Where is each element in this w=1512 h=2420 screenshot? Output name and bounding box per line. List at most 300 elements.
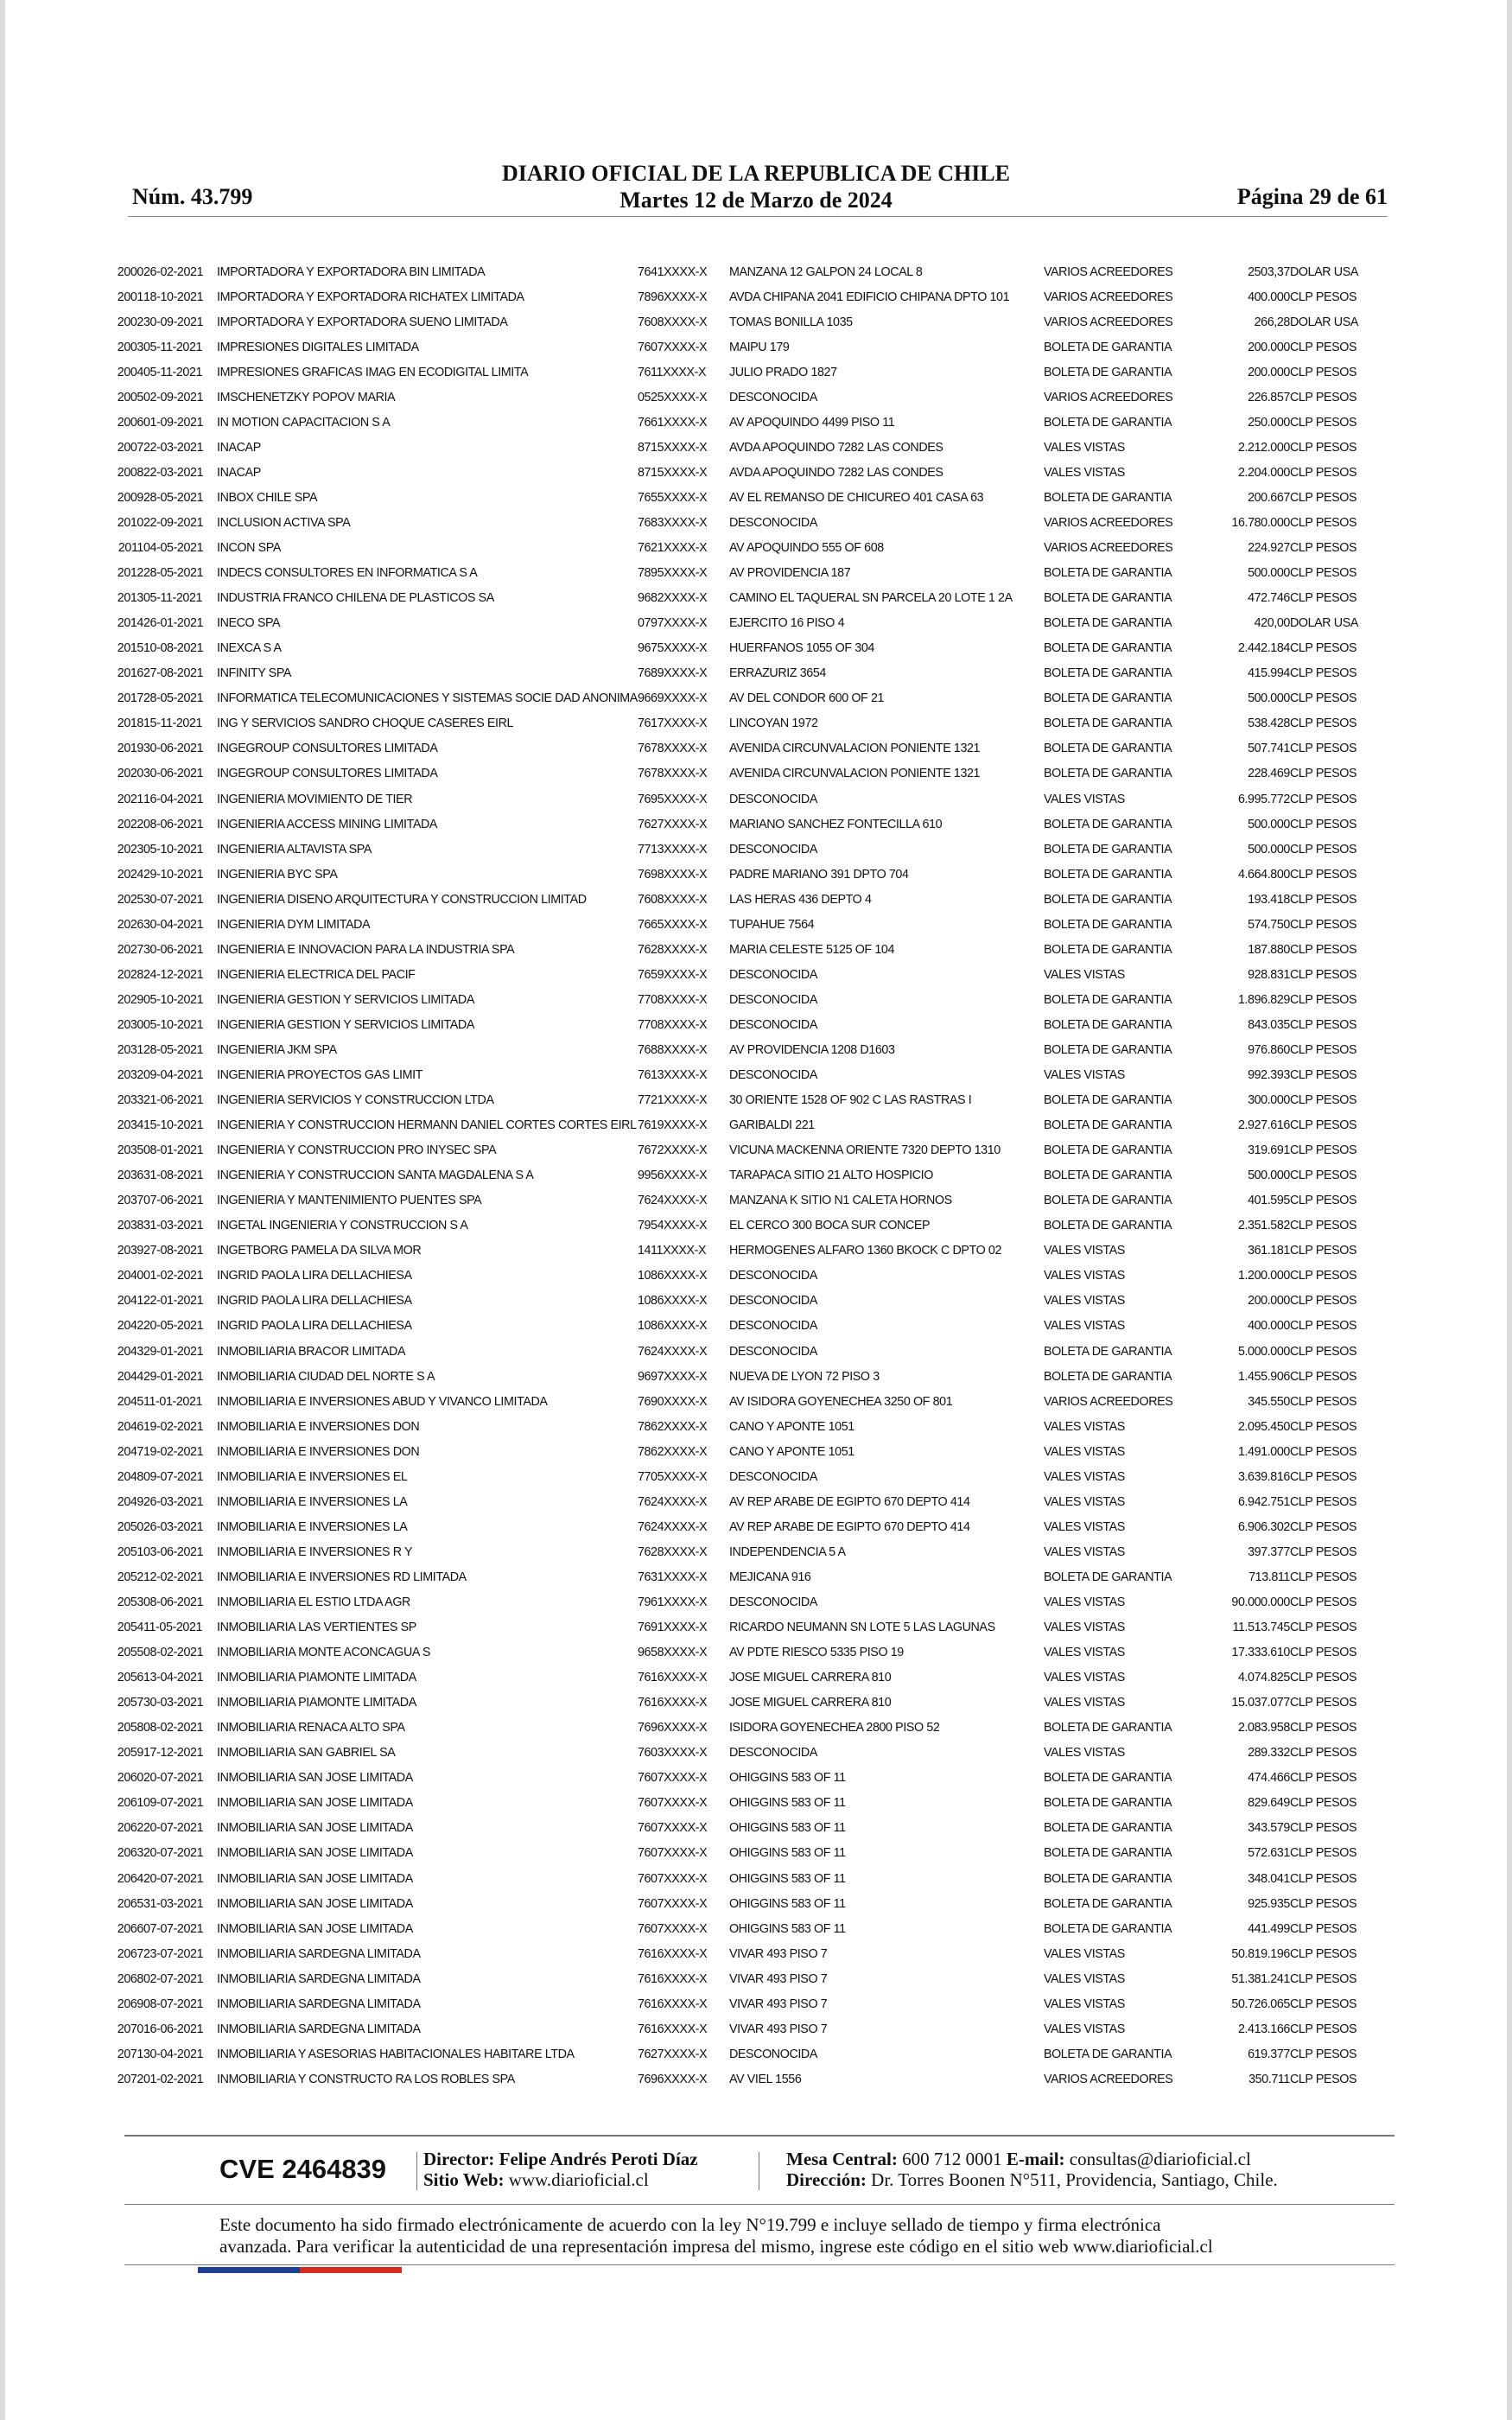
row-type: VALES VISTAS <box>1043 792 1125 806</box>
row-type: BOLETA DE GARANTIA <box>1043 1017 1172 1032</box>
row-type: BOLETA DE GARANTIA <box>1043 1921 1172 1936</box>
row-name: INECO SPA <box>217 616 281 631</box>
row-type: VALES VISTAS <box>1043 1269 1125 1283</box>
table-row <box>5 1314 1376 1339</box>
row-number: 2046 <box>117 1419 143 1434</box>
row-address: AV ISIDORA GOYENECHEA 3250 OF 801 <box>728 1394 953 1409</box>
row-amount: 500.000 <box>1248 691 1290 706</box>
row-address: RICARDO NEUMANN SN LOTE 5 LAS LAGUNAS <box>728 1621 995 1635</box>
row-type: VALES VISTAS <box>1043 2022 1125 2036</box>
row-name: INMOBILIARIA SAN GABRIEL SA <box>217 1746 396 1761</box>
row-date: 03-06-2021 <box>143 1544 204 1559</box>
table-row <box>5 1615 1376 1640</box>
row-type: VARIOS ACREEDORES <box>1043 515 1173 530</box>
row-rut: 7696XXXX-X <box>637 1721 708 1735</box>
row-currency: DOLAR USA <box>1289 315 1358 329</box>
row-number: 2038 <box>117 1219 143 1233</box>
row-currency: CLP PESOS <box>1289 515 1357 530</box>
row-amount: 3.639.816 <box>1237 1469 1290 1484</box>
row-currency: CLP PESOS <box>1289 1871 1357 1886</box>
row-amount: 226.857 <box>1248 390 1290 404</box>
row-date: 27-08-2021 <box>143 666 204 681</box>
row-number: 2055 <box>117 1646 143 1660</box>
row-type: BOLETA DE GARANTIA <box>1043 1219 1172 1233</box>
table-row <box>5 1239 1376 1264</box>
row-currency: CLP PESOS <box>1289 742 1357 756</box>
header-rule <box>128 216 1388 217</box>
row-amount: 361.181 <box>1248 1244 1290 1258</box>
table-row <box>5 536 1376 561</box>
row-number: 2020 <box>117 767 143 781</box>
table-row <box>5 1766 1376 1791</box>
row-amount: 289.332 <box>1248 1746 1290 1761</box>
row-currency: CLP PESOS <box>1289 1394 1357 1409</box>
row-name: INDUSTRIA FRANCO CHILENA DE PLASTICOS SA <box>217 591 494 606</box>
table-row <box>5 1113 1376 1138</box>
table-row <box>5 1816 1376 1841</box>
row-address: VICUNA MACKENNA ORIENTE 7320 DEPTO 1310 <box>728 1143 1001 1158</box>
address-label: Dirección: <box>786 2169 867 2190</box>
row-type: VALES VISTAS <box>1043 1319 1125 1334</box>
row-number: 2012 <box>117 566 143 581</box>
row-amount: 1.896.829 <box>1237 992 1290 1007</box>
email-link[interactable]: consultas@diarioficial.cl <box>1069 2149 1251 2169</box>
row-amount: 400.000 <box>1248 290 1290 304</box>
table-row <box>5 912 1376 937</box>
row-number: 2033 <box>117 1093 143 1108</box>
table-row <box>5 284 1376 309</box>
row-type: VALES VISTAS <box>1043 1671 1125 1685</box>
row-address: HERMOGENES ALFARO 1360 BKOCK C DPTO 02 <box>728 1244 1002 1258</box>
row-address: DESCONOCIDA <box>728 992 817 1007</box>
row-number: 2018 <box>117 716 143 731</box>
table-row <box>5 636 1376 661</box>
row-currency: CLP PESOS <box>1289 666 1357 681</box>
row-currency: CLP PESOS <box>1289 691 1357 706</box>
row-number: 2026 <box>117 917 143 932</box>
table-row <box>5 1791 1376 1816</box>
row-name: INGENIERIA Y MANTENIMIENTO PUENTES SPA <box>217 1194 482 1208</box>
row-amount: 200.667 <box>1248 490 1290 505</box>
table-row <box>5 862 1376 887</box>
mesa-phone: 600 712 0001 <box>902 2149 1002 2169</box>
table-row <box>5 1389 1376 1414</box>
row-currency: CLP PESOS <box>1289 1042 1357 1057</box>
table-row <box>5 1665 1376 1691</box>
table-row <box>5 1339 1376 1364</box>
row-rut: 7683XXXX-X <box>637 515 708 530</box>
row-rut: 9697XXXX-X <box>637 1369 708 1384</box>
row-date: 05-11-2021 <box>143 591 203 606</box>
row-date: 29-01-2021 <box>143 1369 204 1384</box>
row-name: INMOBILIARIA SAN JOSE LIMITADA <box>217 1896 413 1911</box>
row-name: INGENIERIA Y CONSTRUCCION SANTA MAGDALENA S A <box>217 1169 534 1183</box>
row-date: 16-04-2021 <box>143 792 204 806</box>
row-name: INMOBILIARIA MONTE ACONCAGUA S <box>217 1646 430 1660</box>
row-amount: 224.927 <box>1248 541 1290 556</box>
row-amount: 200.000 <box>1248 365 1290 379</box>
row-number: 2052 <box>117 1570 143 1584</box>
row-amount: 1.455.906 <box>1237 1369 1290 1384</box>
row-amount: 572.631 <box>1248 1846 1290 1861</box>
row-name: INMOBILIARIA SARDEGNA LIMITADA <box>217 1946 421 1961</box>
row-currency: CLP PESOS <box>1289 1118 1357 1133</box>
row-date: 30-09-2021 <box>143 315 204 329</box>
row-number: 2008 <box>117 465 143 480</box>
table-row <box>5 987 1376 1012</box>
row-rut: 7961XXXX-X <box>637 1595 708 1609</box>
row-rut: 7954XXXX-X <box>637 1219 708 1233</box>
row-rut: 7713XXXX-X <box>637 842 708 857</box>
row-amount: 6.942.751 <box>1237 1494 1290 1509</box>
row-date: 02-09-2021 <box>143 390 204 404</box>
row-rut: 7624XXXX-X <box>637 1344 708 1359</box>
row-rut: 7616XXXX-X <box>637 1946 708 1961</box>
row-rut: 7607XXXX-X <box>637 1821 708 1836</box>
row-rut: 7621XXXX-X <box>637 541 708 556</box>
row-address: GARIBALDI 221 <box>728 1118 815 1133</box>
row-name: INMOBILIARIA E INVERSIONES EL <box>217 1469 408 1484</box>
row-rut: 7627XXXX-X <box>637 817 708 831</box>
row-address: AV DEL CONDOR 600 OF 21 <box>728 691 885 706</box>
row-rut: 7607XXXX-X <box>637 1871 708 1886</box>
row-rut: 7691XXXX-X <box>637 1621 708 1635</box>
row-number: 2043 <box>117 1344 143 1359</box>
row-address: NUEVA DE LYON 72 PISO 3 <box>728 1369 880 1384</box>
row-address: MARIA CELESTE 5125 OF 104 <box>728 942 894 957</box>
table-row <box>5 1213 1376 1239</box>
row-date: 30-07-2021 <box>143 892 204 907</box>
table-row <box>5 1966 1376 1991</box>
table-row <box>5 1640 1376 1665</box>
row-address: OHIGGINS 583 OF 11 <box>728 1921 846 1936</box>
row-number: 2070 <box>117 2022 143 2036</box>
table-row <box>5 1163 1376 1188</box>
row-address: AV EL REMANSO DE CHICUREO 401 CASA 63 <box>728 490 984 505</box>
row-rut: 7607XXXX-X <box>637 1896 708 1911</box>
row-amount: 500.000 <box>1248 817 1290 831</box>
row-currency: CLP PESOS <box>1289 1319 1357 1334</box>
row-type: VALES VISTAS <box>1043 1646 1125 1660</box>
row-amount: 992.393 <box>1248 1068 1290 1083</box>
row-number: 2029 <box>117 992 143 1007</box>
row-name: INMOBILIARIA E INVERSIONES LA <box>217 1519 408 1534</box>
row-number: 2040 <box>117 1269 143 1283</box>
page-number: Página 29 de 61 <box>1236 184 1388 209</box>
row-amount: 200.000 <box>1248 340 1290 354</box>
row-amount: 345.550 <box>1248 1394 1290 1409</box>
row-date: 31-03-2021 <box>143 1896 204 1911</box>
row-name: INMOBILIARIA SARDEGNA LIMITADA <box>217 2022 421 2036</box>
row-amount: 500.000 <box>1248 1169 1290 1183</box>
table-row <box>5 711 1376 736</box>
row-number: 2023 <box>117 842 143 857</box>
row-rut: 7689XXXX-X <box>637 666 708 681</box>
row-amount: 2503,37 <box>1248 264 1290 279</box>
row-date: 30-06-2021 <box>143 742 204 756</box>
row-rut: 7655XXXX-X <box>637 490 708 505</box>
row-rut: 7624XXXX-X <box>637 1519 708 1534</box>
row-currency: CLP PESOS <box>1289 1570 1357 1584</box>
row-number: 2028 <box>117 967 143 982</box>
row-type: VARIOS ACREEDORES <box>1043 1394 1173 1409</box>
row-rut: 7695XXXX-X <box>637 792 708 806</box>
row-date: 11-01-2021 <box>143 1394 203 1409</box>
document-page <box>5 0 1507 2420</box>
row-name: INACAP <box>217 440 261 455</box>
row-rut: 7611XXXX-X <box>637 365 707 379</box>
row-rut: 7896XXXX-X <box>637 290 708 304</box>
row-rut: 0797XXXX-X <box>637 616 708 631</box>
row-address: AV APOQUINDO 4499 PISO 11 <box>728 415 895 430</box>
row-rut: 9669XXXX-X <box>637 691 708 706</box>
row-type: VARIOS ACREEDORES <box>1043 2072 1173 2086</box>
table-row <box>5 1188 1376 1213</box>
row-address: DESCONOCIDA <box>728 1294 817 1309</box>
row-amount: 420,00 <box>1254 616 1290 631</box>
table-row <box>5 360 1376 385</box>
row-name: INGRID PAOLA LIRA DELLACHIESA <box>217 1269 412 1283</box>
row-number: 2067 <box>117 1946 143 1961</box>
row-date: 20-07-2021 <box>143 1871 204 1886</box>
row-amount: 16.780.000 <box>1231 515 1290 530</box>
table-row <box>5 586 1376 611</box>
row-address: AV REP ARABE DE EGIPTO 670 DEPTO 414 <box>728 1494 970 1509</box>
row-type: BOLETA DE GARANTIA <box>1043 1369 1172 1384</box>
registry-table-body <box>5 259 1376 2092</box>
row-address: DESCONOCIDA <box>728 1269 817 1283</box>
footer-bottom-rule <box>124 2264 1394 2265</box>
row-type: BOLETA DE GARANTIA <box>1043 666 1172 681</box>
row-amount: 300.000 <box>1248 1093 1290 1108</box>
row-type: VALES VISTAS <box>1043 1544 1125 1559</box>
row-date: 02-07-2021 <box>143 1971 204 1986</box>
row-date: 01-09-2021 <box>143 415 204 430</box>
row-type: BOLETA DE GARANTIA <box>1043 1570 1172 1584</box>
table-row <box>5 1037 1376 1062</box>
row-address: LAS HERAS 436 DEPTO 4 <box>728 892 872 907</box>
row-currency: CLP PESOS <box>1289 817 1357 831</box>
row-name: INMOBILIARIA EL ESTIO LTDA AGR <box>217 1595 410 1609</box>
row-date: 08-07-2021 <box>143 1996 204 2011</box>
row-number: 2017 <box>117 691 143 706</box>
row-date: 30-06-2021 <box>143 942 204 957</box>
row-currency: CLP PESOS <box>1289 1143 1357 1158</box>
row-type: BOLETA DE GARANTIA <box>1043 2047 1172 2061</box>
row-address: TUPAHUE 7564 <box>728 917 815 932</box>
row-amount: 928.831 <box>1248 967 1290 982</box>
row-date: 17-12-2021 <box>143 1746 204 1761</box>
row-name: INMOBILIARIA LAS VERTIENTES SP <box>217 1621 416 1635</box>
email-label: E-mail: <box>1006 2149 1065 2169</box>
row-date: 28-05-2021 <box>143 566 204 581</box>
row-name: INGENIERIA PROYECTOS GAS LIMIT <box>217 1068 422 1083</box>
row-date: 19-02-2021 <box>143 1444 204 1459</box>
row-date: 08-02-2021 <box>143 1646 204 1660</box>
table-row <box>5 1589 1376 1614</box>
row-date: 22-01-2021 <box>143 1294 204 1309</box>
row-amount: 17.333.610 <box>1231 1646 1290 1660</box>
row-name: INMOBILIARIA SARDEGNA LIMITADA <box>217 1996 421 2011</box>
row-rut: 8715XXXX-X <box>637 440 708 455</box>
row-amount: 51.381.241 <box>1231 1971 1290 1986</box>
row-rut: 7616XXXX-X <box>637 1996 708 2011</box>
row-amount: 90.000.000 <box>1231 1595 1290 1609</box>
row-type: VALES VISTAS <box>1043 1419 1125 1434</box>
row-date: 22-03-2021 <box>143 465 204 480</box>
row-type: BOLETA DE GARANTIA <box>1043 365 1172 379</box>
row-address: DESCONOCIDA <box>728 1319 817 1334</box>
row-name: INGETBORG PAMELA DA SILVA MOR <box>217 1244 422 1258</box>
row-name: INGEGROUP CONSULTORES LIMITADA <box>217 767 438 781</box>
row-name: INMOBILIARIA Y ASESORIAS HABITACIONALES HABITARE LTDA <box>217 2047 575 2061</box>
row-rut: 7627XXXX-X <box>637 2047 708 2061</box>
row-rut: 7661XXXX-X <box>637 415 708 430</box>
row-date: 27-08-2021 <box>143 1244 204 1258</box>
row-rut: 7708XXXX-X <box>637 992 708 1007</box>
row-name: INGENIERIA ACCESS MINING LIMITADA <box>217 817 438 831</box>
row-address: DESCONOCIDA <box>728 390 817 404</box>
row-rut: 7895XXXX-X <box>637 566 708 581</box>
row-date: 20-05-2021 <box>143 1319 204 1334</box>
row-name: INGENIERIA Y CONSTRUCCION HERMANN DANIEL CORTES CORTES EIRL <box>217 1118 637 1133</box>
row-rut: 7678XXXX-X <box>637 742 708 756</box>
row-address: DESCONOCIDA <box>728 2047 817 2061</box>
row-currency: CLP PESOS <box>1289 842 1357 857</box>
row-address: CANO Y APONTE 1051 <box>728 1419 854 1434</box>
row-currency: CLP PESOS <box>1289 992 1357 1007</box>
website-link[interactable]: www.diarioficial.cl <box>508 2169 649 2190</box>
table-row <box>5 309 1376 334</box>
row-type: BOLETA DE GARANTIA <box>1043 942 1172 957</box>
row-type: BOLETA DE GARANTIA <box>1043 641 1172 656</box>
row-name: ING Y SERVICIOS SANDRO CHOQUE CASERES EIRL <box>217 716 514 731</box>
row-address: VIVAR 493 PISO 7 <box>728 1946 828 1961</box>
row-name: INGRID PAOLA LIRA DELLACHIESA <box>217 1294 412 1309</box>
row-type: BOLETA DE GARANTIA <box>1043 842 1172 857</box>
director-label: Director: <box>423 2149 495 2169</box>
footer-mid-rule <box>124 2204 1394 2205</box>
row-name: INMOBILIARIA SARDEGNA LIMITADA <box>217 1971 421 1986</box>
row-currency: CLP PESOS <box>1289 1269 1357 1283</box>
row-number: 2014 <box>117 616 143 631</box>
table-row <box>5 334 1376 360</box>
row-type: VALES VISTAS <box>1043 967 1125 982</box>
row-amount: 500.000 <box>1248 566 1290 581</box>
row-name: INMOBILIARIA RENACA ALTO SPA <box>217 1721 405 1735</box>
row-name: INGENIERIA GESTION Y SERVICIOS LIMITADA <box>217 1017 474 1032</box>
row-address: MEJICANA 916 <box>728 1570 811 1584</box>
table-row <box>5 1264 1376 1289</box>
row-number: 2034 <box>117 1118 143 1133</box>
row-currency: CLP PESOS <box>1289 1771 1357 1786</box>
row-date: 31-08-2021 <box>143 1169 204 1183</box>
row-number: 2004 <box>117 365 143 379</box>
footer-top-rule <box>124 2135 1394 2137</box>
row-address: DESCONOCIDA <box>728 792 817 806</box>
row-type: BOLETA DE GARANTIA <box>1043 1344 1172 1359</box>
row-amount: 50.726.065 <box>1231 1996 1290 2011</box>
row-type: BOLETA DE GARANTIA <box>1043 867 1172 882</box>
row-type: BOLETA DE GARANTIA <box>1043 1721 1172 1735</box>
row-date: 23-07-2021 <box>143 1946 204 1961</box>
row-name: INACAP <box>217 465 261 480</box>
table-row <box>5 1539 1376 1564</box>
row-amount: 15.037.077 <box>1231 1696 1290 1710</box>
row-rut: 9675XXXX-X <box>637 641 708 656</box>
row-address: DESCONOCIDA <box>728 967 817 982</box>
table-row <box>5 1941 1376 1966</box>
row-address: AVDA APOQUINDO 7282 LAS CONDES <box>728 440 943 455</box>
row-date: 20-07-2021 <box>143 1771 204 1786</box>
row-amount: 474.466 <box>1248 1771 1290 1786</box>
row-currency: CLP PESOS <box>1289 591 1357 606</box>
row-type: BOLETA DE GARANTIA <box>1043 917 1172 932</box>
row-rut: 7607XXXX-X <box>637 1796 708 1811</box>
row-type: VALES VISTAS <box>1043 1971 1125 1986</box>
row-name: INMOBILIARIA E INVERSIONES R Y <box>217 1544 413 1559</box>
row-date: 30-03-2021 <box>143 1696 204 1710</box>
row-rut: 1086XXXX-X <box>637 1269 708 1283</box>
row-number: 2048 <box>117 1469 143 1484</box>
row-date: 21-06-2021 <box>143 1093 204 1108</box>
row-address: TOMAS BONILLA 1035 <box>728 315 853 329</box>
row-name: INMOBILIARIA PIAMONTE LIMITADA <box>217 1696 416 1710</box>
row-amount: 200.000 <box>1248 1294 1290 1309</box>
publication-title: DIARIO OFICIAL DE LA REPUBLICA DE CHILE <box>501 161 1010 186</box>
row-currency: CLP PESOS <box>1289 1921 1357 1936</box>
row-rut: 7705XXXX-X <box>637 1469 708 1484</box>
row-currency: CLP PESOS <box>1289 1721 1357 1735</box>
row-amount: 415.994 <box>1248 666 1290 681</box>
row-currency: CLP PESOS <box>1289 340 1357 354</box>
row-date: 05-10-2021 <box>143 842 204 857</box>
row-address: DESCONOCIDA <box>728 1017 817 1032</box>
row-currency: CLP PESOS <box>1289 1544 1357 1559</box>
row-name: INGENIERIA MOVIMIENTO DE TIER <box>217 792 413 806</box>
row-amount: 11.513.745 <box>1232 1621 1290 1635</box>
row-name: INMOBILIARIA CIUDAD DEL NORTE S A <box>217 1369 435 1384</box>
table-row <box>5 937 1376 962</box>
row-date: 05-11-2021 <box>143 365 203 379</box>
row-type: BOLETA DE GARANTIA <box>1043 817 1172 831</box>
row-address: ISIDORA GOYENECHEA 2800 PISO 52 <box>728 1721 940 1735</box>
row-type: VALES VISTAS <box>1043 1946 1125 1961</box>
row-date: 07-07-2021 <box>143 1921 204 1936</box>
row-amount: 343.579 <box>1248 1821 1290 1836</box>
row-type: VARIOS ACREEDORES <box>1043 290 1173 304</box>
row-number: 2005 <box>117 390 143 404</box>
row-name: INGENIERIA SERVICIOS Y CONSTRUCCION LTDA <box>217 1093 494 1108</box>
row-address: AVENIDA CIRCUNVALACION PONIENTE 1321 <box>728 742 981 756</box>
row-currency: CLP PESOS <box>1289 566 1357 581</box>
row-rut: 7616XXXX-X <box>637 1696 708 1710</box>
row-number: 2049 <box>117 1494 143 1509</box>
row-address: OHIGGINS 583 OF 11 <box>728 1796 846 1811</box>
row-currency: CLP PESOS <box>1289 1194 1357 1208</box>
row-number: 2045 <box>117 1394 143 1409</box>
row-rut: 7607XXXX-X <box>637 1846 708 1861</box>
row-number: 2010 <box>117 515 143 530</box>
row-amount: 472.746 <box>1248 591 1290 606</box>
row-date: 22-03-2021 <box>143 440 204 455</box>
row-address: AV APOQUINDO 555 OF 608 <box>728 541 884 556</box>
row-date: 26-01-2021 <box>143 616 204 631</box>
row-number: 2066 <box>117 1921 143 1936</box>
row-rut: 7721XXXX-X <box>637 1093 708 1108</box>
table-row <box>5 1991 1376 2016</box>
row-currency: CLP PESOS <box>1289 716 1357 731</box>
